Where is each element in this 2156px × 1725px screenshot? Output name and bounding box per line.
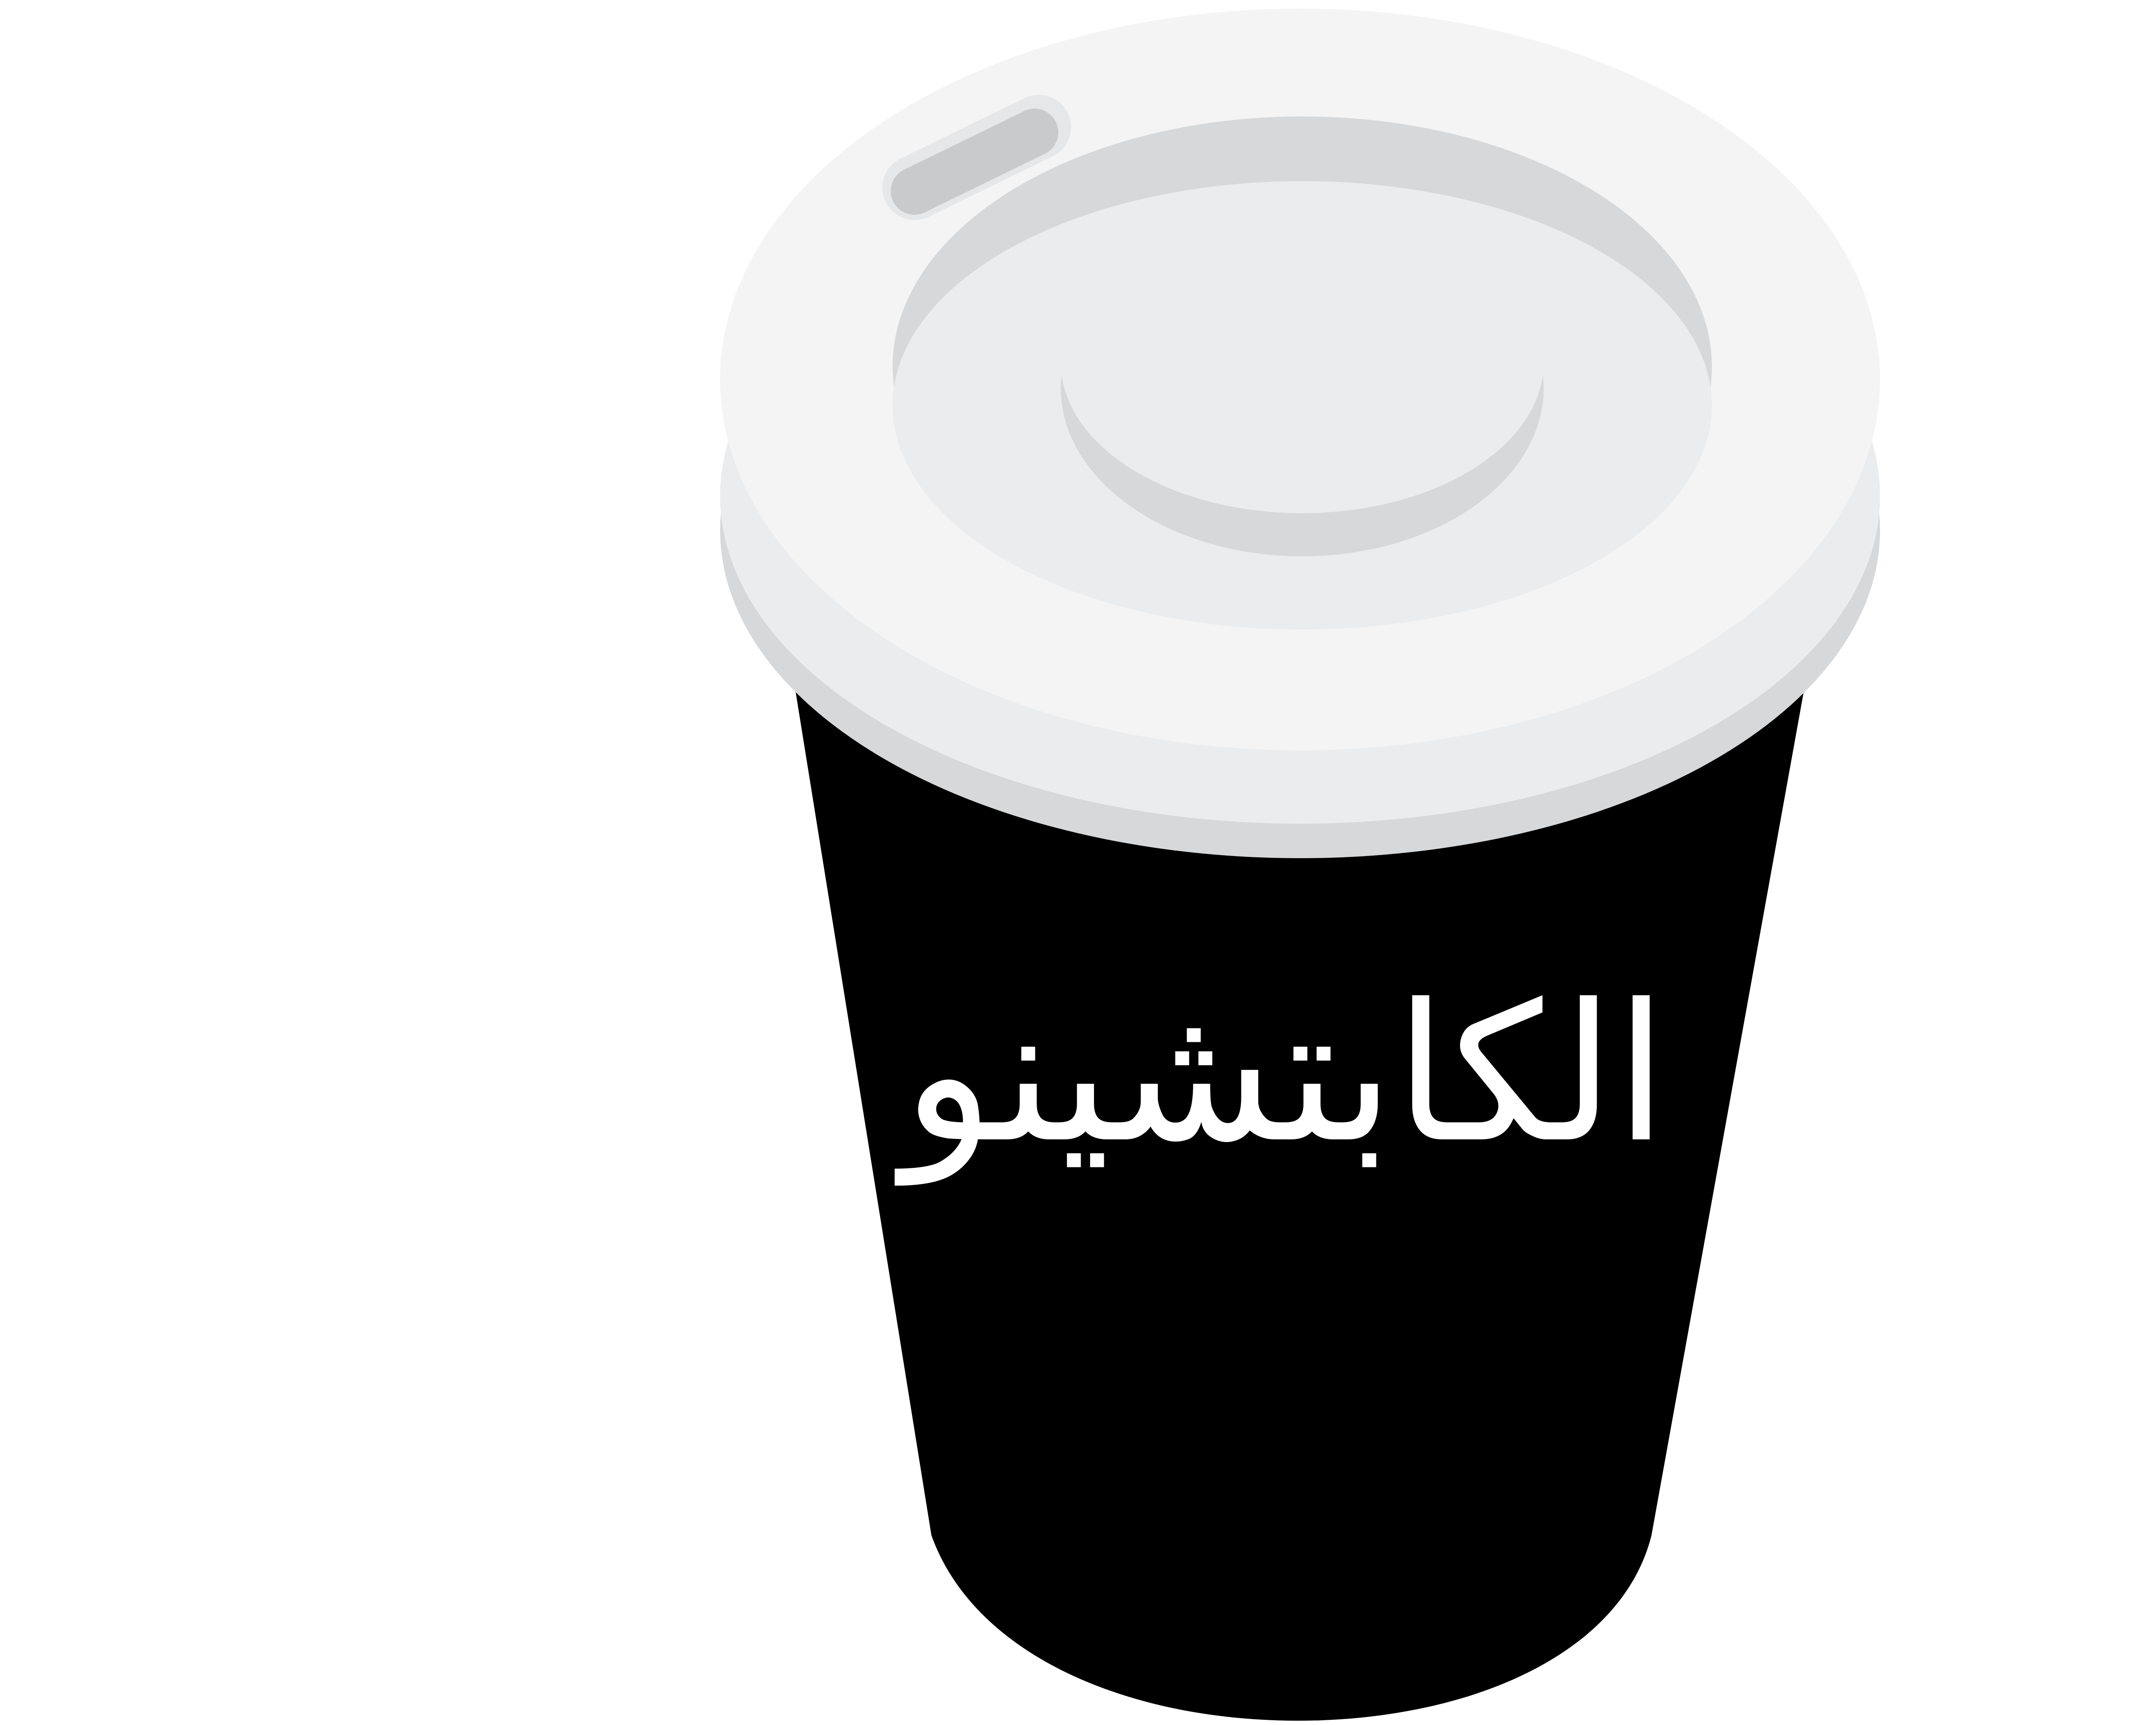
cup-label: الكابتشينو [903,963,1667,1184]
lid-icon [720,9,1880,858]
lid-dome-top [1061,211,1544,513]
